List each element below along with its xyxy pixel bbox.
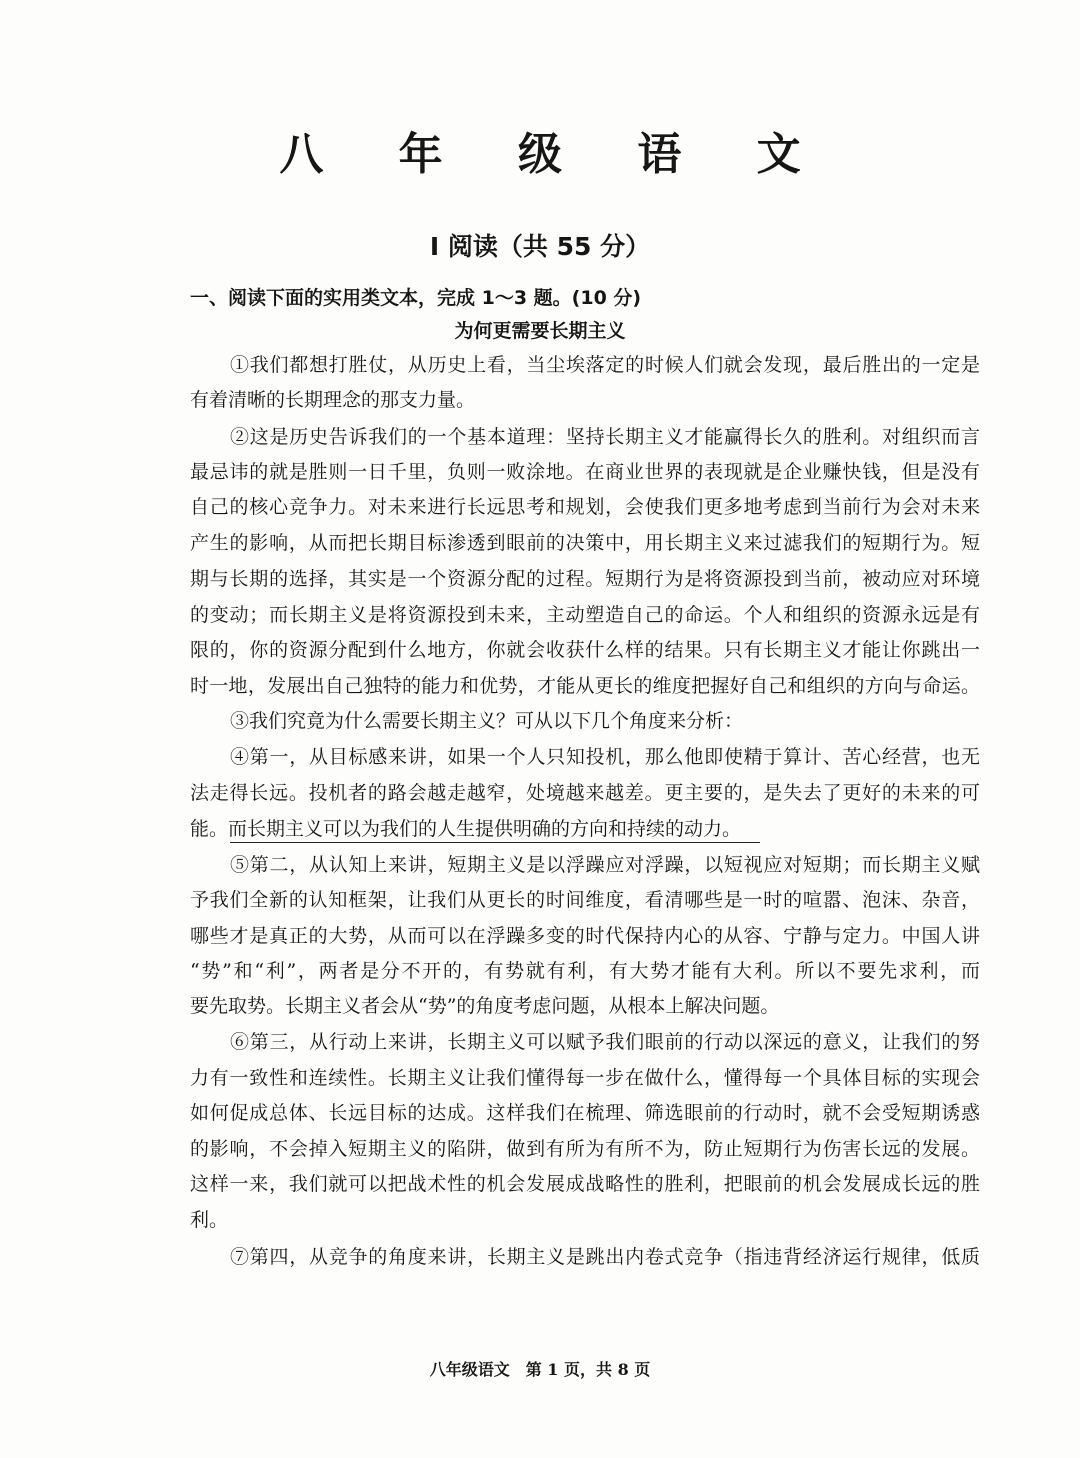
text-line: ①我们都想打胜仗，从历史上看，当尘埃落定的时候人们就会发现，最后胜出的一定是 bbox=[230, 354, 980, 376]
text-line: 有着清晰的长期理念的那支力量。 bbox=[190, 389, 476, 411]
text-line: 哪些才是真正的大势，从而可以在浮躁多变的时代保持内心的从容、宁静与定力。中国人讲 bbox=[190, 925, 980, 947]
text-line: 限的，你的资源分配到什么地方，你就会收获什么样的结果。只有长期主义才能让你跳出一 bbox=[190, 639, 980, 661]
text-line: 力有一致性和连续性。长期主义让我们懂得每一步在做什么，懂得每一个具体目标的实现会 bbox=[190, 1067, 980, 1089]
underline-mark bbox=[230, 842, 760, 843]
text-line: 最忌讳的就是胜则一日千里，负则一败涂地。在商业世界的表现就是企业赚快钱，但是没有 bbox=[190, 461, 980, 483]
text-line: 自己的核心竞争力。对未来进行长远思考和规划，会使我们更多地考虑到当前行为会对未来 bbox=[190, 496, 980, 518]
text-line: ⑥第三，从行动上来讲，长期主义可以赋予我们眼前的行动以深远的意义，让我们的努 bbox=[230, 1031, 980, 1053]
text-line: 要先取势。长期主义者会从“势”的角度考虑问题，从根本上解决问题。 bbox=[190, 995, 780, 1017]
text-line: 予我们全新的认知框架，让我们从更长的时间维度，看清哪些是一时的喧嚣、泡沫、杂音， bbox=[190, 889, 980, 911]
text-line: ②这是历史告诉我们的一个基本道理：坚持长期主义才能赢得长久的胜利。对组织而言 bbox=[230, 426, 980, 448]
question-header: 一、阅读下面的实用类文本，完成 1～3 题。(10 分) bbox=[190, 287, 642, 309]
text-line: 这样一来，我们就可以把战术性的机会发展成战略性的胜利，把眼前的机会发展成长远的胜 bbox=[190, 1173, 980, 1195]
section-heading: Ⅰ 阅读（共 55 分） bbox=[429, 232, 651, 261]
text-line: 的影响，不会掉入短期主义的陷阱，做到有所为有所不为，防止短期行为伤害长远的发展。 bbox=[190, 1138, 980, 1160]
text-line: ③我们究竟为什么需要长期主义？可从以下几个角度来分析： bbox=[230, 710, 744, 732]
text-line: 产生的影响，从而把长期目标渗透到眼前的决策中，用长期主义来过滤我们的短期行为。短 bbox=[190, 532, 980, 554]
text-line: ④第一，从目标感来讲，如果一个人只知投机，那么他即使精于算计、苦心经营，也无 bbox=[230, 746, 980, 768]
page-footer: 八年级语文 第 1 页，共 8 页 bbox=[429, 1360, 651, 1379]
text-line: 期与长期的选择，其实是一个资源分配的过程。短期行为是将资源投到当前，被动应对环境 bbox=[190, 568, 980, 590]
text-line: ⑤第二，从认知上来讲，短期主义是以浮躁应对浮躁，以短视应对短期；而长期主义赋 bbox=[230, 854, 980, 876]
text-line: 能。而长期主义可以为我们的人生提供明确的方向和持续的动力。 bbox=[190, 818, 742, 840]
text-line: 时一地，发展出自己独特的能力和优势，才能从更长的维度把握好自己和组织的方向与命运。 bbox=[190, 675, 980, 697]
article-title: 为何更需要长期主义 bbox=[454, 320, 626, 342]
text-line: 的变动；而长期主义是将资源投到未来，主动塑造自己的命运。个人和组织的资源永远是有 bbox=[190, 604, 980, 626]
text-line: 利。 bbox=[190, 1209, 229, 1231]
exam-title: 八 年 级 语 文 bbox=[279, 129, 831, 180]
text-line: 如何促成总体、长远目标的达成。这样我们在梳理、筛选眼前的行动时，就不会受短期诱惑 bbox=[190, 1102, 980, 1124]
text-line: “势”和“利”，两者是分不开的，有势就有利，有大势才能有大利。所以不要先求利，而 bbox=[190, 960, 980, 982]
text-line: ⑦第四，从竞争的角度来讲，长期主义是跳出内卷式竞争（指违背经济运行规律，低质 bbox=[230, 1246, 980, 1268]
text-line: 法走得长远。投机者的路会越走越窄，处境越来越差。更主要的，是失去了更好的未来的可 bbox=[190, 782, 980, 804]
